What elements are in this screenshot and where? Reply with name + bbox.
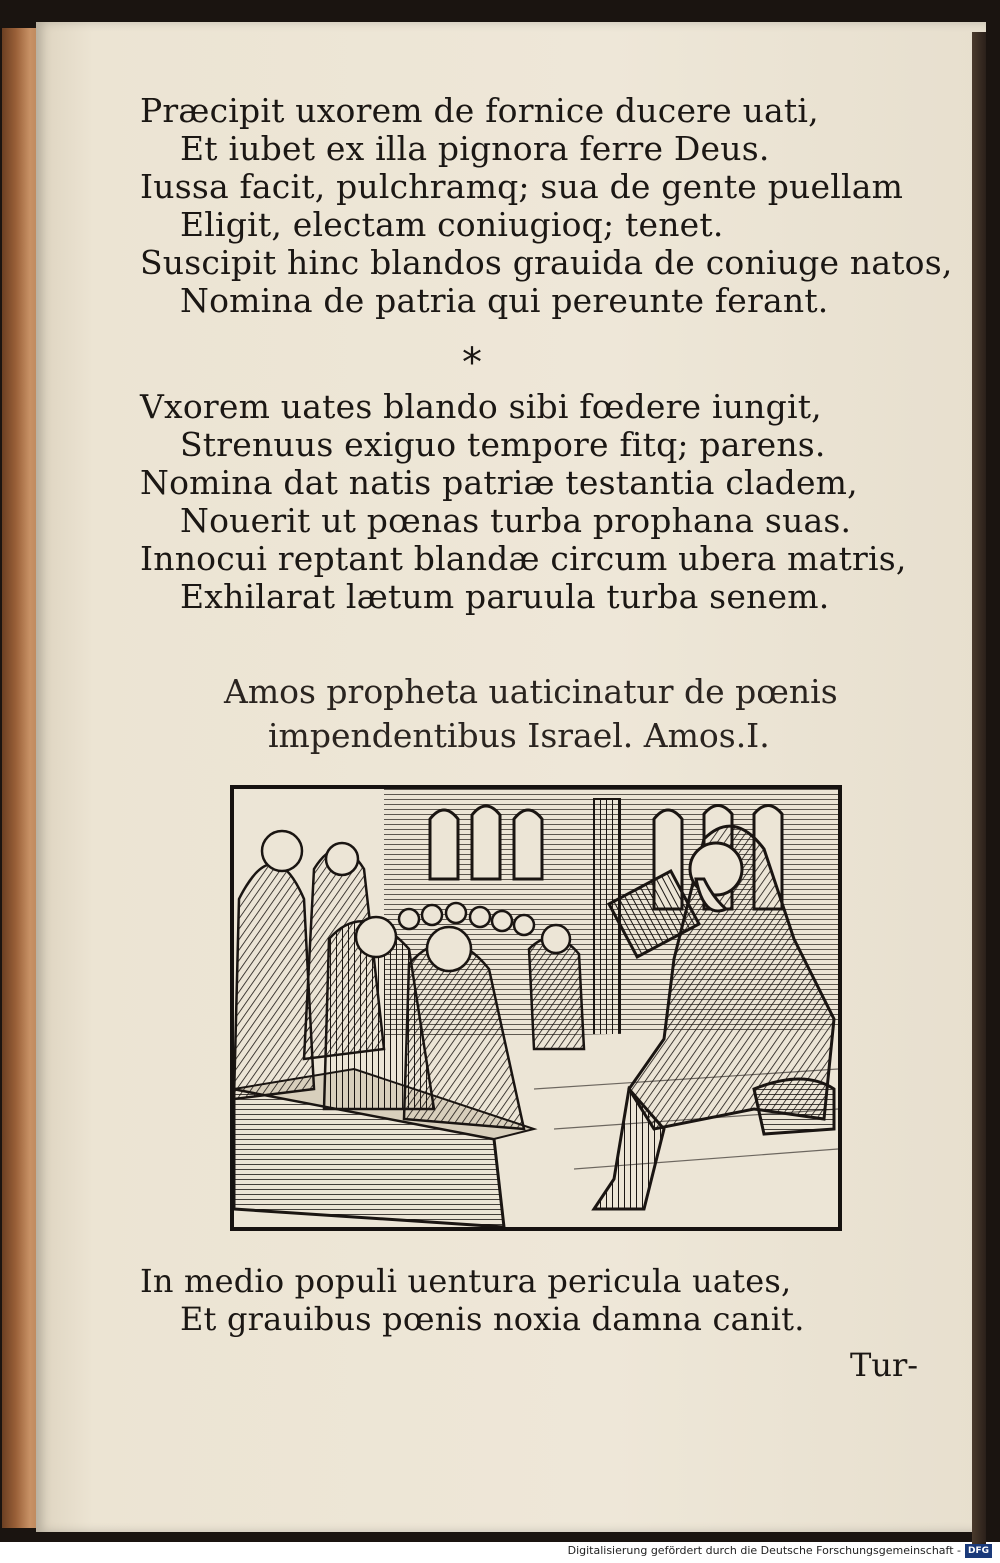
verse-line: In medio populi uentura pericula uates, bbox=[140, 1262, 792, 1300]
verse-line: Nomina dat natis patriæ testantia cladem, bbox=[140, 463, 858, 502]
verse-line: Præcipit uxorem de fornice ducere uati, bbox=[140, 91, 819, 130]
heading-line: Amos propheta uaticinatur de pœnis bbox=[224, 672, 838, 711]
verse-line: Strenuus exiguo tempore fitq; parens. bbox=[180, 425, 826, 464]
credit-text: Digitalisierung gefördert durch die Deutsche Forschungsgemeinschaft - bbox=[567, 1544, 961, 1557]
verse-line: Et grauibus pœnis noxia damna canit. bbox=[180, 1300, 805, 1338]
verse-line: Suscipit hinc blandos grauida de coniuge natos, bbox=[140, 243, 953, 282]
verse-line: Eligit, electam coniugioq; tenet. bbox=[180, 205, 724, 244]
verse-line: Nouerit ut pœnas turba prophana suas. bbox=[180, 501, 852, 540]
poem-block-3 bbox=[140, 1262, 940, 1338]
heading-line: impendentibus Israel. Amos.I. bbox=[268, 716, 770, 755]
woodcut-illustration bbox=[230, 785, 842, 1231]
dfg-logo: DFG bbox=[965, 1544, 992, 1558]
verse-line: Exhilarat lætum paruula turba senem. bbox=[180, 577, 830, 616]
verse-line: Innocui reptant blandæ circum ubera matris, bbox=[140, 539, 907, 578]
page-right-edge bbox=[972, 32, 986, 1557]
poem-block-1 bbox=[140, 91, 953, 320]
section-heading bbox=[224, 670, 944, 758]
separator-asterisk: * bbox=[462, 340, 482, 386]
verse-line: Nomina de patria qui pereunte ferant. bbox=[180, 281, 829, 320]
digitization-credit bbox=[568, 1541, 992, 1561]
woodcut-scene bbox=[234, 789, 838, 1227]
catchword: Tur- bbox=[850, 1346, 919, 1384]
verse-line: Vxorem uates blando sibi fœdere iungit, bbox=[140, 387, 822, 426]
verse-line: Iussa facit, pulchramq; sua de gente puellam bbox=[140, 167, 904, 206]
verse-line: Et iubet ex illa pignora ferre Deus. bbox=[180, 129, 770, 168]
poem-block-2 bbox=[140, 388, 940, 616]
